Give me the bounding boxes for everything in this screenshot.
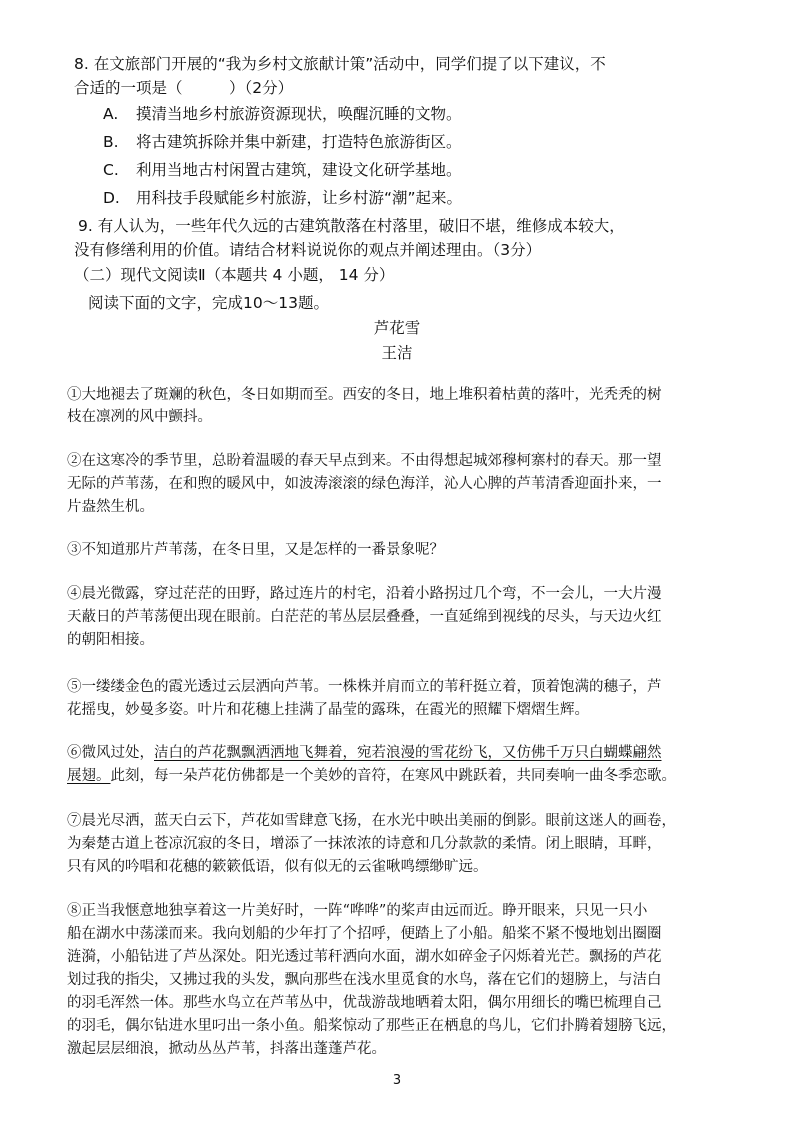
paragraph-line: ③不知道那片芦苇荡，在冬日里，又是怎样的一番景象呢？	[67, 542, 444, 558]
article-title: 芦花雪	[373, 319, 421, 337]
paragraph-line: 为秦楚古道上苍凉沉寂的冬日，增添了一抹浓浓的诗意和几分款款的柔情。闭上眼睛，耳畔，	[67, 836, 662, 852]
option-letter: D.	[103, 189, 120, 207]
q9-line-2: 没有修缮利用的价值。请结合材料说说你的观点并阐述理由。（3分）	[74, 241, 542, 259]
q9-line-1: 9. 有人认为，一些年代久远的古建筑散落在村落里，破旧不堪，维修成本较大，	[78, 217, 625, 235]
plain-text: 此刻，每一朵芦花仿佛都是一个美妙的音符，在寒风中跳跃着，共同奏响一曲冬季恋歌。	[110, 768, 676, 784]
paragraph-line: 的朝阳相接。	[67, 632, 154, 648]
option-letter: A.	[103, 105, 119, 123]
paragraph-line: 船在湖水中荡漾而来。我向划船的少年打了个招呼，便踏上了小船。船桨不紧不慢地划出圈圈	[67, 926, 662, 942]
paragraph-line: 枝在凛冽的风中颤抖。	[67, 409, 212, 425]
option-text: 利用当地古村闲置古建筑，建设文化研学基地。	[136, 161, 462, 179]
plain-text: ⑥微风过处，	[67, 745, 154, 761]
paragraph-line: 涟漪，小船钻进了芦丛深处。阳光透过苇秆洒向水面，湖水如碎金子闪烁着光芒。飘扬的芦花	[67, 949, 662, 965]
paragraph-line: ⑤一缕缕金色的霞光透过云层洒向芦苇。一株株并肩而立的苇秆挺立着，顶着饱满的穗子，芦	[67, 679, 662, 695]
section-instruction: 阅读下面的文字，完成10～13题。	[88, 294, 329, 312]
paragraph-line: 片盎然生机。	[67, 499, 154, 515]
q8-line-2: 合适的一项是（ ）（2分）	[74, 79, 294, 97]
paragraph-line	[67, 743, 662, 763]
paragraph-line: ④晨光微露，穿过茫茫的田野，路过连片的村宅，沿着小路拐过几个弯，不一会儿，一大片漫	[67, 586, 662, 602]
paragraph-line: 的羽毛，偶尔钻进水里叼出一条小鱼。船桨惊动了那些正在栖息的鸟儿，它们扑腾着翅膀飞远，	[67, 1018, 676, 1034]
paragraph-line: 的羽毛浑然一体。那些水鸟立在芦苇丛中，优哉游哉地晒着太阳，偶尔用细长的嘴巴梳理自己	[67, 995, 662, 1011]
paragraph-line: 只有风的吟唱和花穗的簌簌低语，似有似无的云雀啾鸣缥缈旷远。	[67, 859, 488, 875]
paragraph-line: 激起层层细浪，掀动丛丛芦苇，抖落出蓬蓬芦花。	[67, 1041, 386, 1057]
option-text: 用科技手段赋能乡村旅游，让乡村游“潮”起来。	[136, 189, 463, 207]
paragraph-line: 花摇曳，妙曼多姿。叶片和花穗上挂满了晶莹的露珠，在霞光的照耀下熠熠生辉。	[67, 702, 589, 718]
paragraph-line	[67, 766, 676, 786]
paragraph-line: 无际的芦苇荡，在和煦的暖风中，如波涛滚滚的绿色海洋，沁人心脾的芦苇清香迎面扑来，一	[67, 476, 662, 492]
article-author: 王洁	[381, 344, 413, 362]
underlined-passage: 洁白的芦花飘飘洒洒地飞舞着，宛若浪漫的雪花纷飞，又仿佛千万只白蝴蝶翩然	[154, 745, 662, 761]
paragraph-line: ②在这寒冷的季节里，总盼着温暖的春天早点到来。不由得想起城郊穆柯寨村的春天。那一望	[67, 453, 662, 469]
paragraph-line: ①大地褪去了斑斓的秋色，冬日如期而至。西安的冬日，地上堆积着枯黄的落叶，光秃秃的树	[67, 387, 662, 403]
option-letter: C.	[103, 161, 119, 179]
option-letter: B.	[103, 133, 119, 151]
page-number: 3	[392, 1073, 402, 1088]
option-text: 摸清当地乡村旅游资源现状，唤醒沉睡的文物。	[136, 105, 462, 123]
q8-line-1: 8. 在文旅部门开展的“我为乡村文旅献计策”活动中，同学们提了以下建议，不	[74, 55, 606, 73]
paragraph-line: ⑦晨光尽洒，蓝天白云下，芦花如雪肆意飞扬，在水光中映出美丽的倒影。眼前这迷人的画卷，	[67, 813, 676, 829]
option-text: 将古建筑拆除并集中新建，打造特色旅游街区。	[136, 133, 462, 151]
paragraph-line: 天蔽日的芦苇荡便出现在眼前。白茫茫的苇丛层层叠叠，一直延绵到视线的尽头，与天边火红	[67, 609, 662, 625]
paragraph-line: ⑧正当我惬意地独享着这一片美好时，一阵“哗哗”的桨声由远而近。睁开眼来，只见一只小	[67, 903, 648, 919]
section-heading: （二）现代文阅读Ⅱ（本题共 4 小题， 14 分）	[74, 266, 395, 284]
paragraph-line: 划过我的指尖，又拂过我的头发，飘向那些在浅水里觅食的水鸟，落在它们的翅膀上，与洁白	[67, 972, 662, 988]
underlined-passage: 展翅。	[67, 768, 111, 784]
